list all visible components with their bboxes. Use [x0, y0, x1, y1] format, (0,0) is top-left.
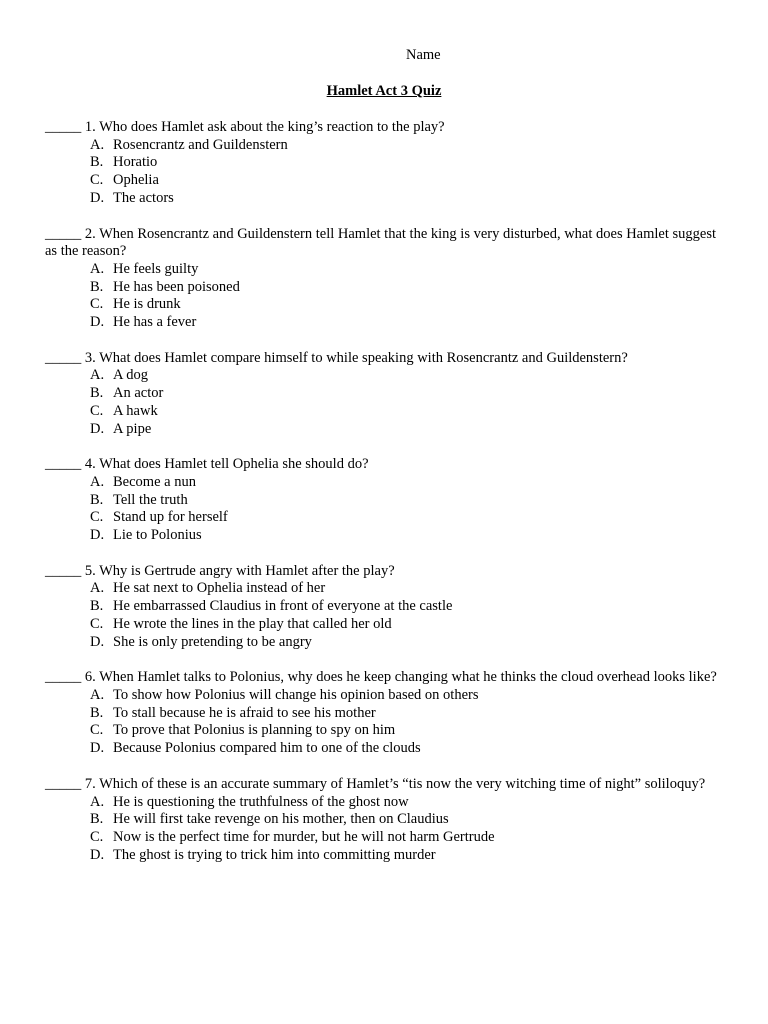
- answer-option: [45, 367, 725, 385]
- option-list: [45, 137, 725, 208]
- answer-option: [45, 172, 725, 190]
- option-text: Ophelia: [113, 172, 159, 189]
- option-letter: D.: [90, 846, 105, 863]
- option-text: Tell the truth: [113, 491, 188, 508]
- answer-option: [45, 154, 725, 172]
- option-letter: D.: [90, 420, 105, 437]
- answer-option: [45, 421, 725, 439]
- question-7: [45, 776, 725, 865]
- answer-option: [45, 527, 725, 545]
- answer-option: [45, 634, 725, 652]
- answer-option: [45, 687, 725, 705]
- question-line: [45, 350, 725, 368]
- option-letter: D.: [90, 527, 105, 544]
- option-letter: A.: [90, 793, 105, 810]
- option-letter: D.: [90, 633, 105, 650]
- option-text: He is drunk: [113, 296, 181, 313]
- name-label: Name: [406, 47, 441, 63]
- option-list: [45, 687, 725, 758]
- option-list: [45, 367, 725, 438]
- question-text: 7. Which of these is an accurate summary of Hamlet’s “tis now the very witching time of night” soliloquy?: [84, 775, 706, 792]
- option-letter: C.: [90, 296, 104, 313]
- answer-option: [45, 829, 725, 847]
- option-letter: B.: [90, 491, 104, 508]
- option-text: Become a nun: [113, 473, 196, 490]
- option-letter: B.: [90, 704, 104, 721]
- option-text: The actors: [113, 189, 174, 206]
- option-letter: B.: [90, 598, 104, 615]
- option-text: To stall because he is afraid to see his mother: [113, 704, 376, 721]
- option-text: An actor: [113, 385, 164, 402]
- question-text: 3. What does Hamlet compare himself to while speaking with Rosencrantz and Guildenstern?: [84, 349, 628, 366]
- option-text: A dog: [113, 367, 149, 384]
- question-line: [45, 776, 725, 794]
- option-text: He feels guilty: [113, 260, 199, 277]
- question-list: [45, 119, 725, 882]
- answer-option: [45, 847, 725, 865]
- option-letter: B.: [90, 154, 104, 171]
- option-letter: C.: [90, 172, 104, 189]
- option-letter: C.: [90, 615, 104, 632]
- answer-blank: _____: [45, 225, 82, 242]
- option-letter: A.: [90, 473, 105, 490]
- question-text: 1. Who does Hamlet ask about the king’s reaction to the play?: [84, 119, 445, 135]
- question-2: [45, 226, 725, 332]
- option-list: [45, 794, 725, 865]
- answer-option: [45, 722, 725, 740]
- option-letter: B.: [90, 811, 104, 828]
- option-text: Now is the perfect time for murder, but he will not harm Gertrude: [113, 828, 495, 845]
- answer-option: [45, 705, 725, 723]
- question-3: [45, 350, 725, 439]
- option-text: Stand up for herself: [113, 509, 228, 526]
- option-letter: C.: [90, 509, 104, 526]
- answer-blank: _____: [45, 119, 82, 135]
- question-5: [45, 563, 725, 652]
- option-letter: C.: [90, 828, 104, 845]
- option-list: [45, 580, 725, 651]
- option-text: He is questioning the truthfulness of the ghost now: [113, 793, 409, 810]
- option-text: He has a fever: [113, 314, 197, 331]
- question-line: [45, 456, 725, 474]
- option-letter: B.: [90, 278, 104, 295]
- option-text: He embarrassed Claudius in front of everyone at the castle: [113, 598, 453, 615]
- answer-option: [45, 190, 725, 208]
- question-text: 2. When Rosencrantz and Guildenstern tell Hamlet that the king is very disturbed, what does Hamlet suggest as the reason?: [45, 225, 717, 260]
- answer-option: [45, 474, 725, 492]
- answer-blank: _____: [45, 349, 82, 366]
- answer-blank: _____: [45, 562, 82, 579]
- answer-option: [45, 492, 725, 510]
- option-letter: C.: [90, 402, 104, 419]
- option-text: To show how Polonius will change his opinion based on others: [113, 686, 479, 703]
- option-letter: B.: [90, 385, 104, 402]
- option-text: He will first take revenge on his mother, then on Claudius: [113, 811, 449, 828]
- option-text: Lie to Polonius: [113, 527, 202, 544]
- option-letter: A.: [90, 580, 105, 597]
- question-line: [45, 226, 725, 261]
- question-text: 4. What does Hamlet tell Ophelia she should do?: [84, 456, 369, 473]
- option-letter: A.: [90, 136, 105, 153]
- question-line: [45, 669, 725, 687]
- option-text: A pipe: [113, 420, 152, 437]
- answer-option: [45, 137, 725, 155]
- answer-option: [45, 580, 725, 598]
- option-letter: D.: [90, 740, 105, 757]
- question-1: [45, 119, 725, 208]
- answer-option: [45, 794, 725, 812]
- answer-option: [45, 811, 725, 829]
- option-text: Horatio: [113, 154, 158, 171]
- option-letter: A.: [90, 367, 105, 384]
- option-text: He has been poisoned: [113, 278, 240, 295]
- option-letter: D.: [90, 189, 105, 206]
- option-text: He sat next to Ophelia instead of her: [113, 580, 326, 597]
- answer-option: [45, 403, 725, 421]
- option-letter: A.: [90, 260, 105, 277]
- answer-option: [45, 509, 725, 527]
- option-list: [45, 474, 725, 545]
- question-text: 5. Why is Gertrude angry with Hamlet after the play?: [84, 562, 395, 579]
- question-line: [45, 563, 725, 581]
- option-text: The ghost is trying to trick him into committing murder: [113, 846, 436, 863]
- option-text: Because Polonius compared him to one of the clouds: [113, 740, 421, 757]
- answer-option: [45, 279, 725, 297]
- answer-blank: _____: [45, 669, 82, 686]
- answer-blank: _____: [45, 775, 82, 792]
- question-line: [45, 119, 725, 137]
- question-text: 6. When Hamlet talks to Polonius, why does he keep changing what he thinks the cloud overhead looks like?: [84, 669, 717, 686]
- answer-option: [45, 261, 725, 279]
- answer-option: [45, 598, 725, 616]
- option-list: [45, 261, 725, 332]
- option-text: He wrote the lines in the play that called her old: [113, 615, 392, 632]
- option-text: To prove that Polonius is planning to spy on him: [113, 722, 396, 739]
- option-text: She is only pretending to be angry: [113, 633, 312, 650]
- answer-option: [45, 740, 725, 758]
- answer-blank: _____: [45, 456, 82, 473]
- option-text: Rosencrantz and Guildenstern: [113, 136, 288, 153]
- option-letter: C.: [90, 722, 104, 739]
- answer-option: [45, 385, 725, 403]
- option-letter: D.: [90, 314, 105, 331]
- answer-option: [45, 314, 725, 332]
- answer-option: [45, 296, 725, 314]
- question-6: [45, 669, 725, 758]
- answer-option: [45, 616, 725, 634]
- page-title: Hamlet Act 3 Quiz: [326, 83, 442, 99]
- option-text: A hawk: [113, 402, 158, 419]
- option-letter: A.: [90, 686, 105, 703]
- question-4: [45, 456, 725, 545]
